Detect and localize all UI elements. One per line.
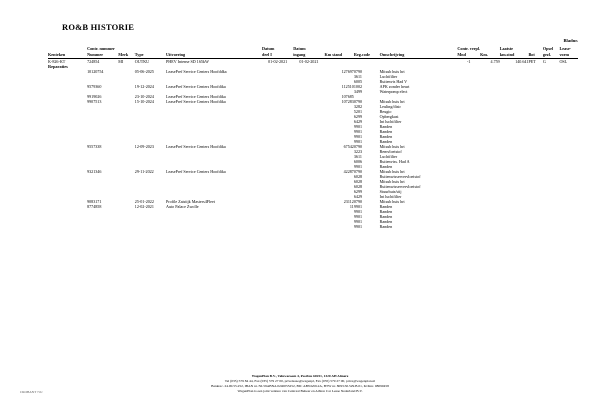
repair-datum-deel1-blank — [262, 204, 293, 229]
repair-description: Ruitenwisservervloeistof — [379, 183, 421, 189]
repair-dealer: LeasePref Service Centers Hoofdika — [166, 143, 226, 149]
col-kenteken: Kenteken — [48, 52, 66, 57]
repair-description: Luchtfilter — [379, 73, 398, 79]
repair-dealer: Auto Palace Zwolle — [166, 203, 199, 209]
repair-regcodes — [354, 169, 380, 199]
repair-descriptions — [380, 84, 458, 94]
repair-kmstand: 42287 — [343, 168, 354, 174]
repair-opsel-blank — [543, 84, 560, 94]
repair-kenteken-blank — [48, 169, 87, 199]
col-group-contr-verpl: Contr. verpl. — [457, 46, 481, 51]
repair-description: Int luchtfilter — [379, 193, 402, 199]
repair-description: Randen — [379, 123, 393, 129]
col-bot: Bot — [528, 52, 535, 57]
repair-opsel-blank — [543, 169, 560, 199]
repair-descriptions — [380, 99, 458, 144]
vehicle-opsel: G — [542, 59, 546, 64]
repair-contractnummer: 8774858 — [87, 203, 102, 209]
repair-regcode: 9901 — [353, 163, 363, 169]
history-table — [48, 46, 578, 229]
footer-line-4: WagenPlan is een joint venture van Centraal Beheer en Athlon Car Lease Nederland B.V. — [237, 388, 363, 393]
footer — [0, 374, 600, 394]
repair-row — [48, 169, 578, 199]
repair-datum: 15-10-2024 — [134, 98, 154, 104]
repair-description: Randen — [379, 223, 393, 229]
repair-kenteken-blank — [48, 144, 87, 169]
repair-regcode: 3611 — [353, 73, 362, 79]
repair-merk-blank — [118, 144, 135, 169]
repair-row — [48, 204, 578, 229]
repair-merk-blank — [118, 169, 135, 199]
repair-mnd-blank — [457, 99, 480, 144]
repair-description: Mitsub huis hrt — [379, 98, 405, 104]
repair-descriptions — [380, 204, 458, 229]
col-type: Type — [134, 52, 144, 57]
repair-datum-deel1-blank — [262, 84, 293, 94]
repair-datum-ingang-blank — [293, 84, 324, 94]
repair-laatste-blank — [500, 99, 529, 144]
col-nummer: Nummer — [87, 52, 104, 57]
repair-regcode: 9901 — [353, 223, 363, 229]
repair-regcode: 0790 — [353, 98, 363, 104]
repair-description: Luchtfilter — [379, 153, 398, 159]
table-head — [48, 46, 578, 59]
repair-contractnummer: 9321346 — [87, 168, 102, 174]
repair-descriptions — [380, 69, 458, 84]
repair-description: Randen — [379, 203, 393, 209]
col-mnd: Mnd — [457, 52, 466, 57]
repair-description: Randen — [379, 163, 393, 169]
repair-description: Randen — [379, 138, 393, 144]
repair-laatste-blank — [500, 204, 529, 229]
repair-regcode: 9901 — [353, 203, 363, 209]
repair-dealer: LeasePref Service Centers Hoofddka — [166, 69, 227, 74]
repair-regcode: 6028 — [353, 173, 363, 179]
repair-contractnummer: 9083171 — [87, 198, 102, 204]
repair-regcode: 3499 — [353, 88, 363, 94]
col-group-datum-deel1: Datum — [262, 46, 275, 51]
col-leasevorm: vorm — [559, 52, 569, 57]
repair-mnd-blank — [457, 144, 480, 169]
page-number-label: Bladnr. — [563, 38, 578, 43]
repair-contractnummer: 9579360 — [87, 83, 102, 89]
repair-regcode: 9901 — [353, 213, 363, 219]
repairs-label: Reparaties — [48, 64, 68, 69]
repair-description: Remvloeistof — [379, 148, 402, 154]
col-group-contract: Contr. nummer — [87, 46, 115, 51]
repair-dealer: LeasePref Service Centers Hoofdika — [166, 168, 226, 174]
repair-datum-ingang-blank — [293, 204, 324, 229]
repair-merk-blank — [118, 204, 135, 229]
repair-regcode: 9901 — [353, 133, 363, 139]
repair-lease-blank — [559, 84, 578, 94]
repair-regcode: 6006 — [353, 158, 363, 164]
repair-regcodes — [354, 144, 380, 169]
repair-lease-blank — [559, 144, 578, 169]
vehicle-laatste-kmstnd: 140.641 — [515, 59, 529, 64]
repair-bot-blank — [529, 84, 543, 94]
repair-regcodes — [354, 69, 380, 84]
repair-bot-blank — [529, 204, 543, 229]
repair-kmstand: 23112 — [343, 198, 354, 204]
repair-datum: 23-10-2024 — [134, 93, 154, 99]
col-group-datum-ingang: Datum — [293, 46, 306, 51]
col-gest: gezl. — [542, 52, 551, 57]
col-uitvoering: Uitvoering — [166, 52, 186, 57]
repair-laatste-blank — [500, 144, 529, 169]
repair-datum-ingang-blank — [293, 169, 324, 199]
repair-description: Waterpomp elect — [379, 88, 408, 94]
repair-regcode: 9901 — [353, 128, 363, 134]
repair-datum-ingang-blank — [293, 144, 324, 169]
col-omschrijving: Omschrijving — [379, 52, 405, 57]
repair-description: Mitsub huis hrt — [379, 178, 405, 184]
repair-row — [48, 144, 578, 169]
col-laatste-kmstnd: km.stnd — [499, 52, 515, 57]
repair-dealer: Profile Zaistijk Masters4Fleet — [166, 198, 215, 204]
repair-regcode: 1002 — [353, 83, 363, 89]
repair-laatste-blank — [500, 169, 529, 199]
repair-datum: 05-06-2025 — [134, 69, 154, 74]
repair-description: Stuurhuis/stij — [379, 188, 402, 194]
repair-opsel-blank — [543, 99, 560, 144]
repair-km-blank — [480, 99, 500, 144]
repair-kenteken-blank — [48, 84, 87, 94]
repair-mnd-blank — [457, 204, 480, 229]
repair-laatste-blank — [500, 84, 529, 94]
repair-datum-deel1-blank — [262, 144, 293, 169]
repair-descriptions — [380, 144, 458, 169]
col-merk: Merk — [118, 52, 129, 57]
repair-kenteken-blank — [48, 69, 87, 84]
repair-km-blank — [480, 69, 500, 84]
repair-lease-blank — [559, 204, 578, 229]
repair-mnd-blank — [457, 69, 480, 84]
repair-description: Mitsub huis hrt — [379, 198, 405, 204]
repair-lease-blank — [559, 99, 578, 144]
col-km: Km. — [480, 52, 488, 57]
repair-datum-deel1-blank — [262, 69, 293, 84]
vehicle-type: OUTKU — [134, 59, 150, 64]
repair-km-blank — [480, 204, 500, 229]
repair-kmstand: 67542 — [343, 143, 354, 149]
col-datum-deel1: deel I — [262, 52, 272, 57]
repair-mnd-blank — [457, 84, 480, 94]
footer-line-1: WagenPlan B.V., Veluwezoom 4, Postbus 60251, 1320 AH Almere — [251, 373, 349, 378]
repair-row — [48, 84, 578, 94]
repair-bot-blank — [529, 69, 543, 84]
repair-opsel-blank — [543, 144, 560, 169]
repair-merk-blank — [118, 84, 135, 94]
repair-kmstand: 107685 — [341, 93, 354, 99]
repair-description: Ruitenviss. Had A — [379, 158, 410, 164]
repair-regcode: 6005 — [353, 78, 363, 84]
repair-dealer: LeasePref Service Centers Hoofdika — [166, 98, 226, 104]
repair-contractnummer: 9919026 — [87, 93, 102, 99]
repair-dealer: LeasePref Service Centers Hoofdika — [166, 93, 226, 99]
repair-row — [48, 69, 578, 84]
repair-opsel-blank — [543, 69, 560, 84]
col-kmstand: Km stand — [324, 52, 343, 57]
repair-description: Mitsub huis hrt — [379, 69, 405, 74]
repair-kmstand: 11 — [349, 203, 354, 209]
repair-kmstand: 127697 — [341, 69, 354, 74]
col-group-opsel: Opsel — [542, 46, 554, 51]
repair-description: Opbergkast — [379, 113, 399, 119]
repairs-body — [48, 69, 578, 229]
repair-opsel-blank — [543, 204, 560, 229]
vehicle-leasevorm: OSL — [559, 59, 568, 64]
repair-regcode: 6028 — [353, 178, 363, 184]
vehicle-uitvoering: PHEV Intense SD 165kW — [166, 59, 209, 64]
repair-description: Randen — [379, 208, 393, 214]
footer-line-3: Bankrec. 24.00.55.252, IBAN nr. NL59ABNA 0240055252, BIC ABNANL2A, BTW nr. 8093.50.529.B.01, KvKnr. 08090458 — [211, 383, 389, 388]
repair-description: Beugio — [379, 108, 392, 114]
repair-description: Mitsub huis hrt — [379, 143, 405, 149]
table-body — [48, 59, 578, 69]
repair-description: Randen — [379, 213, 393, 219]
vehicle-mnd: -1 — [467, 59, 471, 64]
repair-regcode: 3223 — [353, 148, 363, 154]
repair-regcode: 0790 — [353, 198, 363, 204]
repair-datum-ingang-blank — [293, 69, 324, 84]
repair-laatste-blank — [500, 69, 529, 84]
repair-bot-blank — [529, 169, 543, 199]
repair-regcode: 9901 — [353, 138, 363, 144]
repair-regcode: 6028 — [353, 183, 363, 189]
repair-regcode: 6299 — [353, 113, 363, 119]
repair-regcodes — [354, 204, 380, 229]
repair-kmstand: 112510 — [341, 83, 354, 89]
col-datum-ingang: ingang — [293, 52, 306, 57]
repair-regcode: 6429 — [353, 193, 363, 199]
page-title: RO&B HISTORIE — [62, 22, 135, 32]
repair-bot-blank — [529, 99, 543, 144]
repair-row — [48, 99, 578, 144]
repair-mnd-blank — [457, 169, 480, 199]
repair-datum: 25-01-2022 — [134, 198, 154, 204]
repair-description: Randen — [379, 128, 393, 134]
repair-datum-deel1-blank — [262, 99, 293, 144]
repair-regcode: 5201 — [353, 108, 363, 114]
vehicle-km: 4.759 — [490, 59, 500, 64]
vehicle-kenteken: K-826-KT — [48, 59, 66, 64]
repair-description: Ruitenvis Had V — [379, 78, 408, 84]
vehicle-bot: PET — [528, 59, 536, 64]
repair-description: Ruitenwisservervloeistof — [379, 173, 421, 179]
repair-regcode: 9901 — [353, 208, 363, 214]
repair-description: Mitsub huis hrt — [379, 168, 405, 174]
repair-regcode: 9901 — [353, 218, 363, 224]
repair-regcode: 3611 — [353, 153, 362, 159]
repair-regcode: 0790 — [353, 143, 363, 149]
vehicle-contractnummer: 724854 — [87, 59, 100, 64]
crobant-stamp: CROBANT 7.0c — [20, 390, 43, 394]
vehicle-datum-deel1: 01-02-2021 — [268, 59, 288, 64]
repair-contractnummer: 9907513 — [87, 98, 102, 104]
repair-dealer: LeasePref Service Centers Hoofdika — [166, 83, 226, 89]
repair-regcode: 0790 — [353, 168, 363, 174]
col-group-lease: Lease- — [559, 46, 572, 51]
repair-kenteken-blank — [48, 204, 87, 229]
repair-bot-blank — [529, 144, 543, 169]
repair-contractnummer: 9557338 — [87, 143, 102, 149]
repair-km-blank — [480, 144, 500, 169]
repair-description: APK zonder heurt — [379, 83, 410, 89]
footer-line-2: Tel (035) 579 84 44, Fax (035) 579 27 00, privelease@wagenpl, Fax (035) 579 27 00, prive@wagenplan.nl — [224, 378, 376, 383]
repair-merk-blank — [118, 69, 135, 84]
repair-regcode: 0790 — [353, 69, 363, 74]
vehicle-datum-ingang: 01-02-2021 — [299, 59, 319, 64]
repair-description: Randen — [379, 133, 393, 139]
col-group-laatste: Laatste — [499, 46, 513, 51]
repair-descriptions — [380, 169, 458, 199]
repair-datum-deel1-blank — [262, 169, 293, 199]
repair-datum: 19-12-2024 — [134, 83, 154, 89]
repair-regcode: 9901 — [353, 123, 363, 129]
repair-lease-blank — [559, 169, 578, 199]
repair-regcode: 6429 — [353, 118, 363, 124]
repair-regcodes — [354, 84, 380, 94]
col-regcode: Reg.code — [353, 52, 371, 57]
repair-merk-blank — [118, 99, 135, 144]
repair-kenteken-blank — [48, 99, 87, 144]
vehicle-merk: MI — [118, 59, 124, 64]
repair-contractnummer: 10120754 — [87, 69, 104, 74]
repair-regcodes — [354, 99, 380, 144]
repair-km-blank — [480, 169, 500, 199]
repair-lease-blank — [559, 69, 578, 84]
repair-regcode: 3282 — [353, 103, 363, 109]
repair-datum: 29-11-2022 — [134, 168, 154, 174]
repair-description: Randen — [379, 218, 393, 224]
repair-kmstand: 107283 — [341, 98, 354, 104]
repair-description: Int luchtfilter — [379, 118, 402, 124]
repair-description: Leuling/distr — [379, 103, 401, 109]
repair-regcode: 6299 — [353, 188, 363, 194]
repair-datum-ingang-blank — [293, 99, 324, 144]
repair-datum: 12-02-2021 — [134, 203, 154, 209]
repair-km-blank — [480, 84, 500, 94]
repair-datum: 12-09-2023 — [134, 143, 154, 149]
